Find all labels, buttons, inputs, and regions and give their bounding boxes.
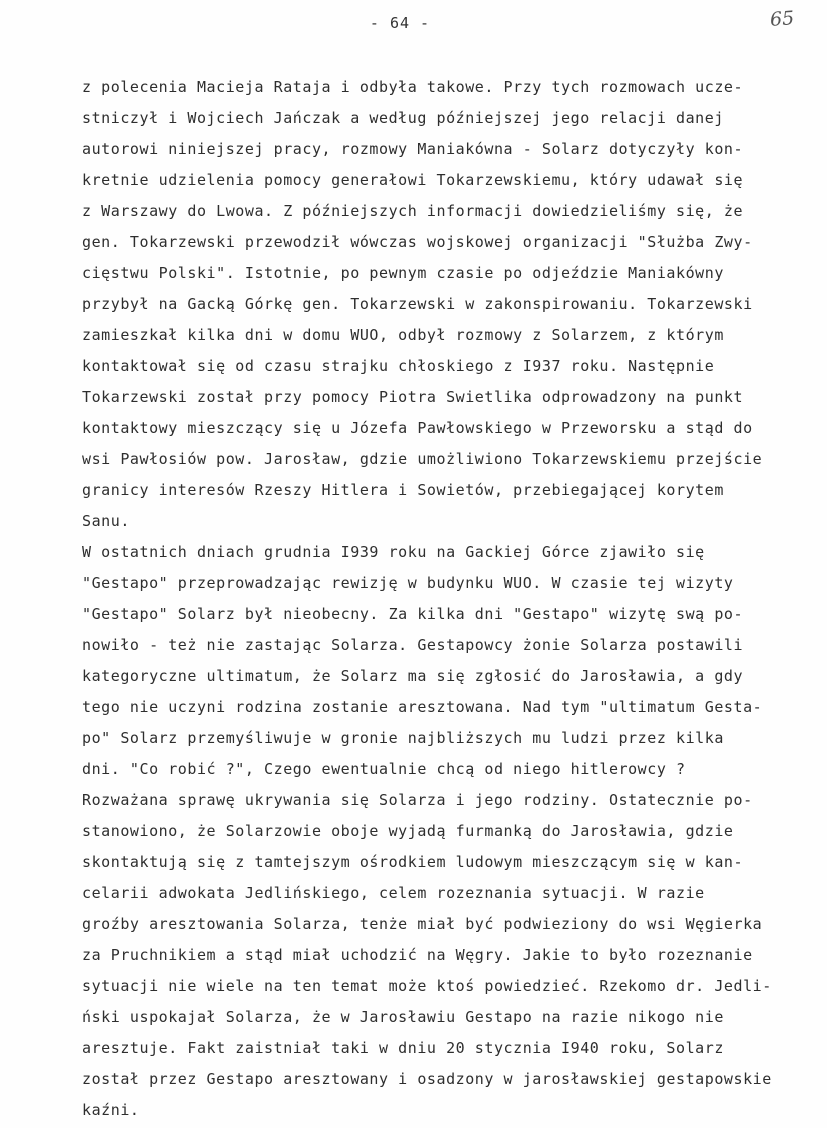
text-line: W ostatnich dniach grudnia I939 roku na Gackiej Górce zjawiło się [82, 543, 705, 561]
text-line: stniczył i Wojciech Jańczak a według późniejszej jego relacji danej [82, 109, 724, 127]
text-line: Tokarzewski został przy pomocy Piotra Swietlika odprowadzony na punkt [82, 388, 744, 406]
text-line: ński uspokajał Solarza, że w Jarosławiu Gestapo na razie nikogo nie [82, 1008, 724, 1026]
text-line: celarii adwokata Jedlińskiego, celem rozeznania sytuacji. W razie [82, 884, 705, 902]
text-line: kontaktowy mieszczący się u Józefa Pawłowskiego w Przeworsku a stąd do [82, 419, 753, 437]
text-line: z Warszawy do Lwowa. Z późniejszych informacji dowiedzieliśmy się, że [82, 202, 744, 220]
body-text [82, 72, 822, 1126]
text-line: z polecenia Macieja Rataja i odbyła takowe. Przy tych rozmowach ucze- [82, 78, 744, 96]
text-line: skontaktują się z tamtejszym ośrodkiem ludowym mieszczącym się w kan- [82, 853, 744, 871]
text-line: wsi Pawłosiów pow. Jarosław, gdzie umożliwiono Tokarzewskiemu przejście [82, 450, 763, 468]
text-line: groźby aresztowania Solarza, tenże miał być podwieziony do wsi Węgierka [82, 915, 763, 933]
text-line: kretnie udzielenia pomocy generałowi Tokarzewskiemu, który udawał się [82, 171, 744, 189]
text-line: Sanu. [82, 512, 130, 530]
text-line: przybył na Gacką Górkę gen. Tokarzewski w zakonspirowaniu. Tokarzewski [82, 295, 753, 313]
text-line: stanowiono, że Solarzowie oboje wyjadą furmanką do Jarosławia, gdzie [82, 822, 734, 840]
text-line: tego nie uczyni rodzina zostanie aresztowana. Nad tym "ultimatum Gesta- [82, 698, 763, 716]
text-line: autorowi niniejszej pracy, rozmowy Maniakówna - Solarz dotyczyły kon- [82, 140, 744, 158]
text-line: kategoryczne ultimatum, że Solarz ma się zgłosić do Jarosławia, a gdy [82, 667, 744, 685]
text-line: zamieszkał kilka dni w domu WUO, odbył rozmowy z Solarzem, z którym [82, 326, 724, 344]
text-line: dni. "Co robić ?", Czego ewentualnie chcą od niego hitlerowcy ? [82, 760, 686, 778]
text-line: za Pruchnikiem a stąd miał uchodzić na Węgry. Jakie to było rozeznanie [82, 946, 753, 964]
text-line: sytuacji nie wiele na ten temat może ktoś powiedzieć. Rzekomo dr. Jedli- [82, 977, 772, 995]
page-number: - 64 - [369, 14, 431, 32]
text-line: kontaktował się od czasu strajku chłoskiego z I937 roku. Następnie [82, 357, 715, 375]
text-line: granicy interesów Rzeszy Hitlera i Sowietów, przebiegającej korytem [82, 481, 724, 499]
text-line: "Gestapo" Solarz był nieobecny. Za kilka dni "Gestapo" wizytę swą po- [82, 605, 744, 623]
text-line: cięstwu Polski". Istotnie, po pewnym czasie po odjeździe Maniakówny [82, 264, 724, 282]
text-line: aresztuje. Fakt zaistniał taki w dniu 20 stycznia I940 roku, Solarz [82, 1039, 724, 1057]
text-line: nowiło - też nie zastając Solarza. Gestapowcy żonie Solarza postawili [82, 636, 744, 654]
handwritten-archive-number: 65 [769, 7, 795, 31]
text-line: został przez Gestapo aresztowany i osadzony w jarosławskiej gestapowskie [82, 1070, 772, 1088]
text-line: "Gestapo" przeprowadzając rewizję w budynku WUO. W czasie tej wizyty [82, 574, 734, 592]
text-line: po" Solarz przemyśliwuje w gronie najbliższych mu ludzi przez kilka [82, 729, 724, 747]
text-line: Rozważana sprawę ukrywania się Solarza i jego rodziny. Ostatecznie po- [82, 791, 753, 809]
text-line: gen. Tokarzewski przewodził wówczas wojskowej organizacji "Służba Zwy- [82, 233, 753, 251]
text-line: kaźni. [82, 1101, 140, 1119]
